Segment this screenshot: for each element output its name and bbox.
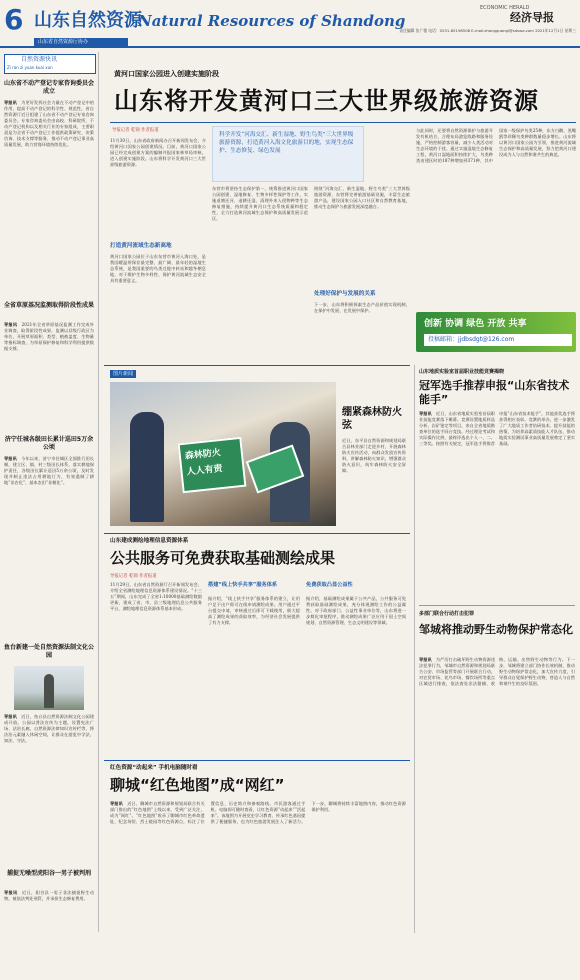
sign-line-1: 森林防火 (184, 448, 222, 462)
section-title-cn: 山东自然资源 (34, 10, 142, 31)
photo-caption-body: 近日，东平县自然资源和规划局联合县林业部门走进乡村，开展森林防火宣传活动，向群众发放宣传资料，讲解森林防火知识，增强群众防火意识，筑牢森林防火安全屏障。 (342, 438, 406, 473)
banner-email: 投稿邮箱：jjdbsdgt@126.com (424, 334, 572, 346)
right-title-2: 邹城将推动野生动物保护常态化 (419, 623, 573, 636)
lead-body-col-1b: 黄河口国家公园位于山东东营市黄河入海口处，是我国暖温带保存最完整、最广阔、最年轻的湿地生态系统，是我国重要的鸟类迁徙中转站和越冬栖息地，对于维护生物多样性、保护黄河流域生态安全具有重要意义。 (110, 254, 206, 283)
middle-subhead-2: 搭建“线上快手共享”服务体系 (208, 582, 278, 588)
lead-byline: 导报记者 乾锦 作者报道 (112, 128, 159, 133)
right-body: 导报讯 近日，山东省地质实验室首届职业技能竞赛落下帷幕。竞赛设置地质样品分析、岩矿鉴定等项目，来自全省地质勘查单位的选手同台竞技。经过理论考试和实际操作比拼，最终评选出个人一、二、三等奖。按照有关规定，冠军选手将推荐申报“山东省技术能手”，其他获奖选手将获得相应表彰。竞赛的举办，进一步激发了广大地质工作者钻研技术、提升技能的热情，为培养高素质技能人才队伍、推动地质实验测试事业高质量发展奠定了坚实基础。 (419, 411, 575, 446)
lead-subhead-2: 处理好保护与发展的关系 (314, 291, 376, 297)
news-title-3: 济宁任城各级田长累计巡田5万余公顷 (4, 436, 94, 451)
middle-body-1: 11月29日，山东省自然资源厅召开新闻发布会，介绍全省测绘地理信息资源体系建设情况。“十三五”期间，山东完成了全省1:10000基础测绘数据更新，建成了省、市、县三级地理信息公共服务平台，测绘地理信息资源体系基本形成。 (110, 582, 202, 611)
quick-news-column (2, 52, 99, 932)
statue-shape (44, 674, 54, 708)
news-body-3: 导报讯 今年以来，济宁市任城区全面推行田长制，建立区、镇、村三级田长体系，落实耕地保护责任，各级田长累计巡田5万余公顷，及时发现并制止违法占用耕地行为，有效遏制了耕地“非农化”、基本农田“非粮化”。 (4, 456, 94, 485)
issue-meta: 责任编辑 张广楼 电话：0531-85198508 E-mail:zhangguangl@sdswa.com 2021年12月1日 星期三 (399, 28, 576, 33)
lead-body-col-3: 围绕“河海交汇、新生湿地、野生鸟类”三大世界级旅游资源，东营将完善旅游基础设施，丰富生态旅游产品，建设国家公园入口社区和自然教育基地，推动生态保护与旅游发展深度融合。 (314, 186, 410, 209)
middle-byline: 导报记者 乾锦 作者报道 (110, 574, 157, 579)
person-shape-1 (130, 412, 164, 522)
lead-body-col-4: 与此同时，还要将自然资源保护与旅游开发有机结合，合理布局游览线路和服务设施，严格控制游客容量，减少人类活动对生态环境的干扰。通过实施湿地生态修复工程，黄河口湿地面积持续扩大，鸟类种类由建区时的187种增加到371种，其中国家一级保护鸟类25种，东方白鹳、黑嘴鸥等珍稀鸟类种群数量稳步增长。山东将以黄河口国家公园为引领，推进黄河流域生态保护和高质量发展，努力把黄河口建设成为人与自然和谐共生的典范。 (416, 128, 576, 163)
news-body-4: 导报讯 近日，鱼台县自然资源法制文化公园建成开放。公园以普法宣传为主题，设置宪法广场、法治长廊、自然资源法律知识宣传栏等，将法治元素融入休闲空间，让群众在游览中学法、知法、守法。 (4, 714, 94, 743)
banner-sign (178, 437, 247, 493)
right-title: 冠军选手推荐申报“山东省技术能手” (419, 379, 570, 406)
forest-fire-photo (110, 382, 336, 526)
news-body-1: 导报讯 为更好发挥社会力量在不动产登记中的作用，提高不动产登记的科学性、规范性，省自然资源厅近日组建了山东省不动产登记专家咨询委员会。专家咨询委员会由高校、科研院所、不动产登记机构以及相关行业的专家组成，主要职责是为全省不动产登记工作提供政策研究、决策咨询、技术支撑等服务，推动不动产登记事业高质量发展，助力营商环境持续优化。 (4, 100, 94, 147)
lead-body-col-1: 11月30日，山东省政府新闻办召开新闻发布会，介绍黄河口国家公园创建情况。目前，黄河口国家公园已经完成创建方案的编制并报国家林草局审核，进入创建实施阶段。山东将科学开发黄河口三大世界级旅游资源。 (110, 138, 206, 167)
paper-name-en: ECONOMIC HERALD (480, 5, 530, 11)
lead-body-col-2: 东营市将坚持生态保护第一，统筹推进黄河口国家公园创建、湿地修复、生物多样性保护等工作，实施退塘还河、退耕还湿、清理外来入侵物种等生态修复措施，持续提升黄河口生态系统质量和稳定性，全力打造黄河流域生态保护和高质量发展示范区。 (212, 186, 308, 221)
news-body-5: 导报讯 近日，阳谷县一男子非法捕捉野生动物，被依法判处刑罚，并承担生态修复费用。 (4, 890, 94, 901)
right-divider (419, 605, 575, 606)
right-tag-2: 多部门联合行动打击犯罪 (419, 611, 475, 617)
right-column (414, 365, 579, 933)
masthead (0, 0, 580, 46)
lead-headline: 山东将开发黄河口三大世界级旅游资源 (114, 87, 539, 115)
page-number: 6 (4, 3, 24, 36)
banner-slogan: 创新 协调 绿色 开放 共享 (424, 319, 527, 329)
bottom-body: 导报讯 近日，聊城市自然资源和规划局联合有关部门推出的“红色地图”上线以来，受到广泛关注，成为“网红”。“红色地图”收录了聊城市红色革命遗址、纪念场馆、烈士陵园等红色资源点，标注了位置信息、历史简介和参观路线。市民游客通过手机、电脑即可随时查看，让红色资源“动起来”“活起来”。该地图为开展党史学习教育、传承红色基因提供了便捷服务，也为红色旅游发展注入了新活力。下一步，聊城将持续丰富地图内容，推动红色资源保护利用。 (110, 801, 406, 824)
middle-kicker: 山东建成测绘地理信息资源体系 (110, 538, 189, 544)
lead-rule (110, 122, 576, 123)
sign-line-2: 人人有责 (186, 463, 224, 478)
lead-body-col-3b: 下一步，山东将积极探索生态产品价值实现机制，在保护中发展、在发展中保护。 (314, 302, 410, 313)
news-title-4: 鱼台新建一处自然资源法制文化公园 (4, 644, 95, 659)
park-photo (14, 666, 84, 710)
lead-kicker: 黄河口国家公园进入创建实施阶段 (114, 70, 219, 78)
lead-quote: 科学开发“河海交汇、新生湿地、野生鸟类”三大世界级旅游资源，打造黄河入海文化旅游目的地，实现生态保护、生态修复、绿色发展 (219, 132, 354, 154)
middle-subhead-1: 免费获取凸显公益性 (306, 582, 353, 588)
photo-news (104, 365, 410, 531)
bottom-story (104, 760, 410, 933)
paper-name-cn: 经济导报 (510, 11, 554, 24)
news-title-5: 捕捉无噪型虎阳谷一男子被判刑 (6, 870, 91, 877)
lead-quote-box (212, 126, 364, 182)
lead-story (104, 52, 578, 362)
middle-headline: 公共服务可免费获取基础测绘成果 (110, 549, 336, 567)
photo-caption-title: 绷紧森林防火弦 (342, 407, 402, 431)
news-body-2: 导报讯 2021年全省草原基况监测工作完成外业调查，取得阶段性成果。监测以县级行政区为单位，开展草原面积、类型、植被盖度、生物量等指标调查，为草原保护修复和科学利用提供数据支撑。 (4, 322, 94, 351)
section-title-en: Natural Resources of Shandong (138, 12, 406, 30)
photo-news-tag: 图片新闻 (110, 370, 136, 378)
news-title-1: 山东省不动产登记专家咨询委员会成立 (4, 80, 95, 95)
lead-subhead-1: 打造黄河流域生态新高地 (110, 243, 172, 249)
right-body-2: 导报讯 为严厉打击破坏野生动物资源违法犯罪行为，邹城市自然资源和规划局联合公安、市场监管等部门开展联合行动，对农贸市场、花鸟市场、餐饮场所等重点区域进行排查，依法查处非法猎捕、收购、运输、出售野生动物等行为。下一步，邹城将建立部门协作长效机制，推动野生动物保护常态化，加大宣传力度，引导群众自觉保护野生动物，营造人与自然和谐共生的良好氛围。 (419, 657, 575, 686)
masthead-rule (0, 46, 580, 48)
middle-body-3: 据介绍，基础测绘成果属于公共产品，公共服务可免费获取基础测绘成果，充分体现测绘工作的公益属性。对于政府部门、公益性事业单位等，山东将进一步简化审批程序，推动测绘成果广泛应用于国土空间规划、自然资源管理、生态文明建设等领域。 (306, 596, 406, 625)
news-title-2: 全省草原基况监测取得阶段性成果 (4, 302, 95, 309)
middle-body-2: 据介绍，“线上快手共享”服务体系的建立，让用户足不出户即可在线申请测绘成果。用户通过平台提交申请，审核通过后即可下载使用，极大提高了测绘成果的获取效率，为经济社会发展提供了有力支撑。 (208, 596, 300, 625)
quick-news-tag: 自然资源快讯 Zi ran zi yuan kuai xun (4, 54, 96, 74)
right-kicker: 山东地质实验室首届职业技能竞赛揭晓 (419, 369, 505, 375)
green-banner (416, 312, 576, 352)
middle-story (104, 533, 410, 758)
co-host-bar: 山东省自然资源厅协办 (34, 38, 128, 46)
bottom-kicker: 红色资源“动起来” 手机电脑随时看 (110, 765, 198, 771)
bottom-headline: 聊城“红色地图”成“网红” (110, 776, 285, 794)
